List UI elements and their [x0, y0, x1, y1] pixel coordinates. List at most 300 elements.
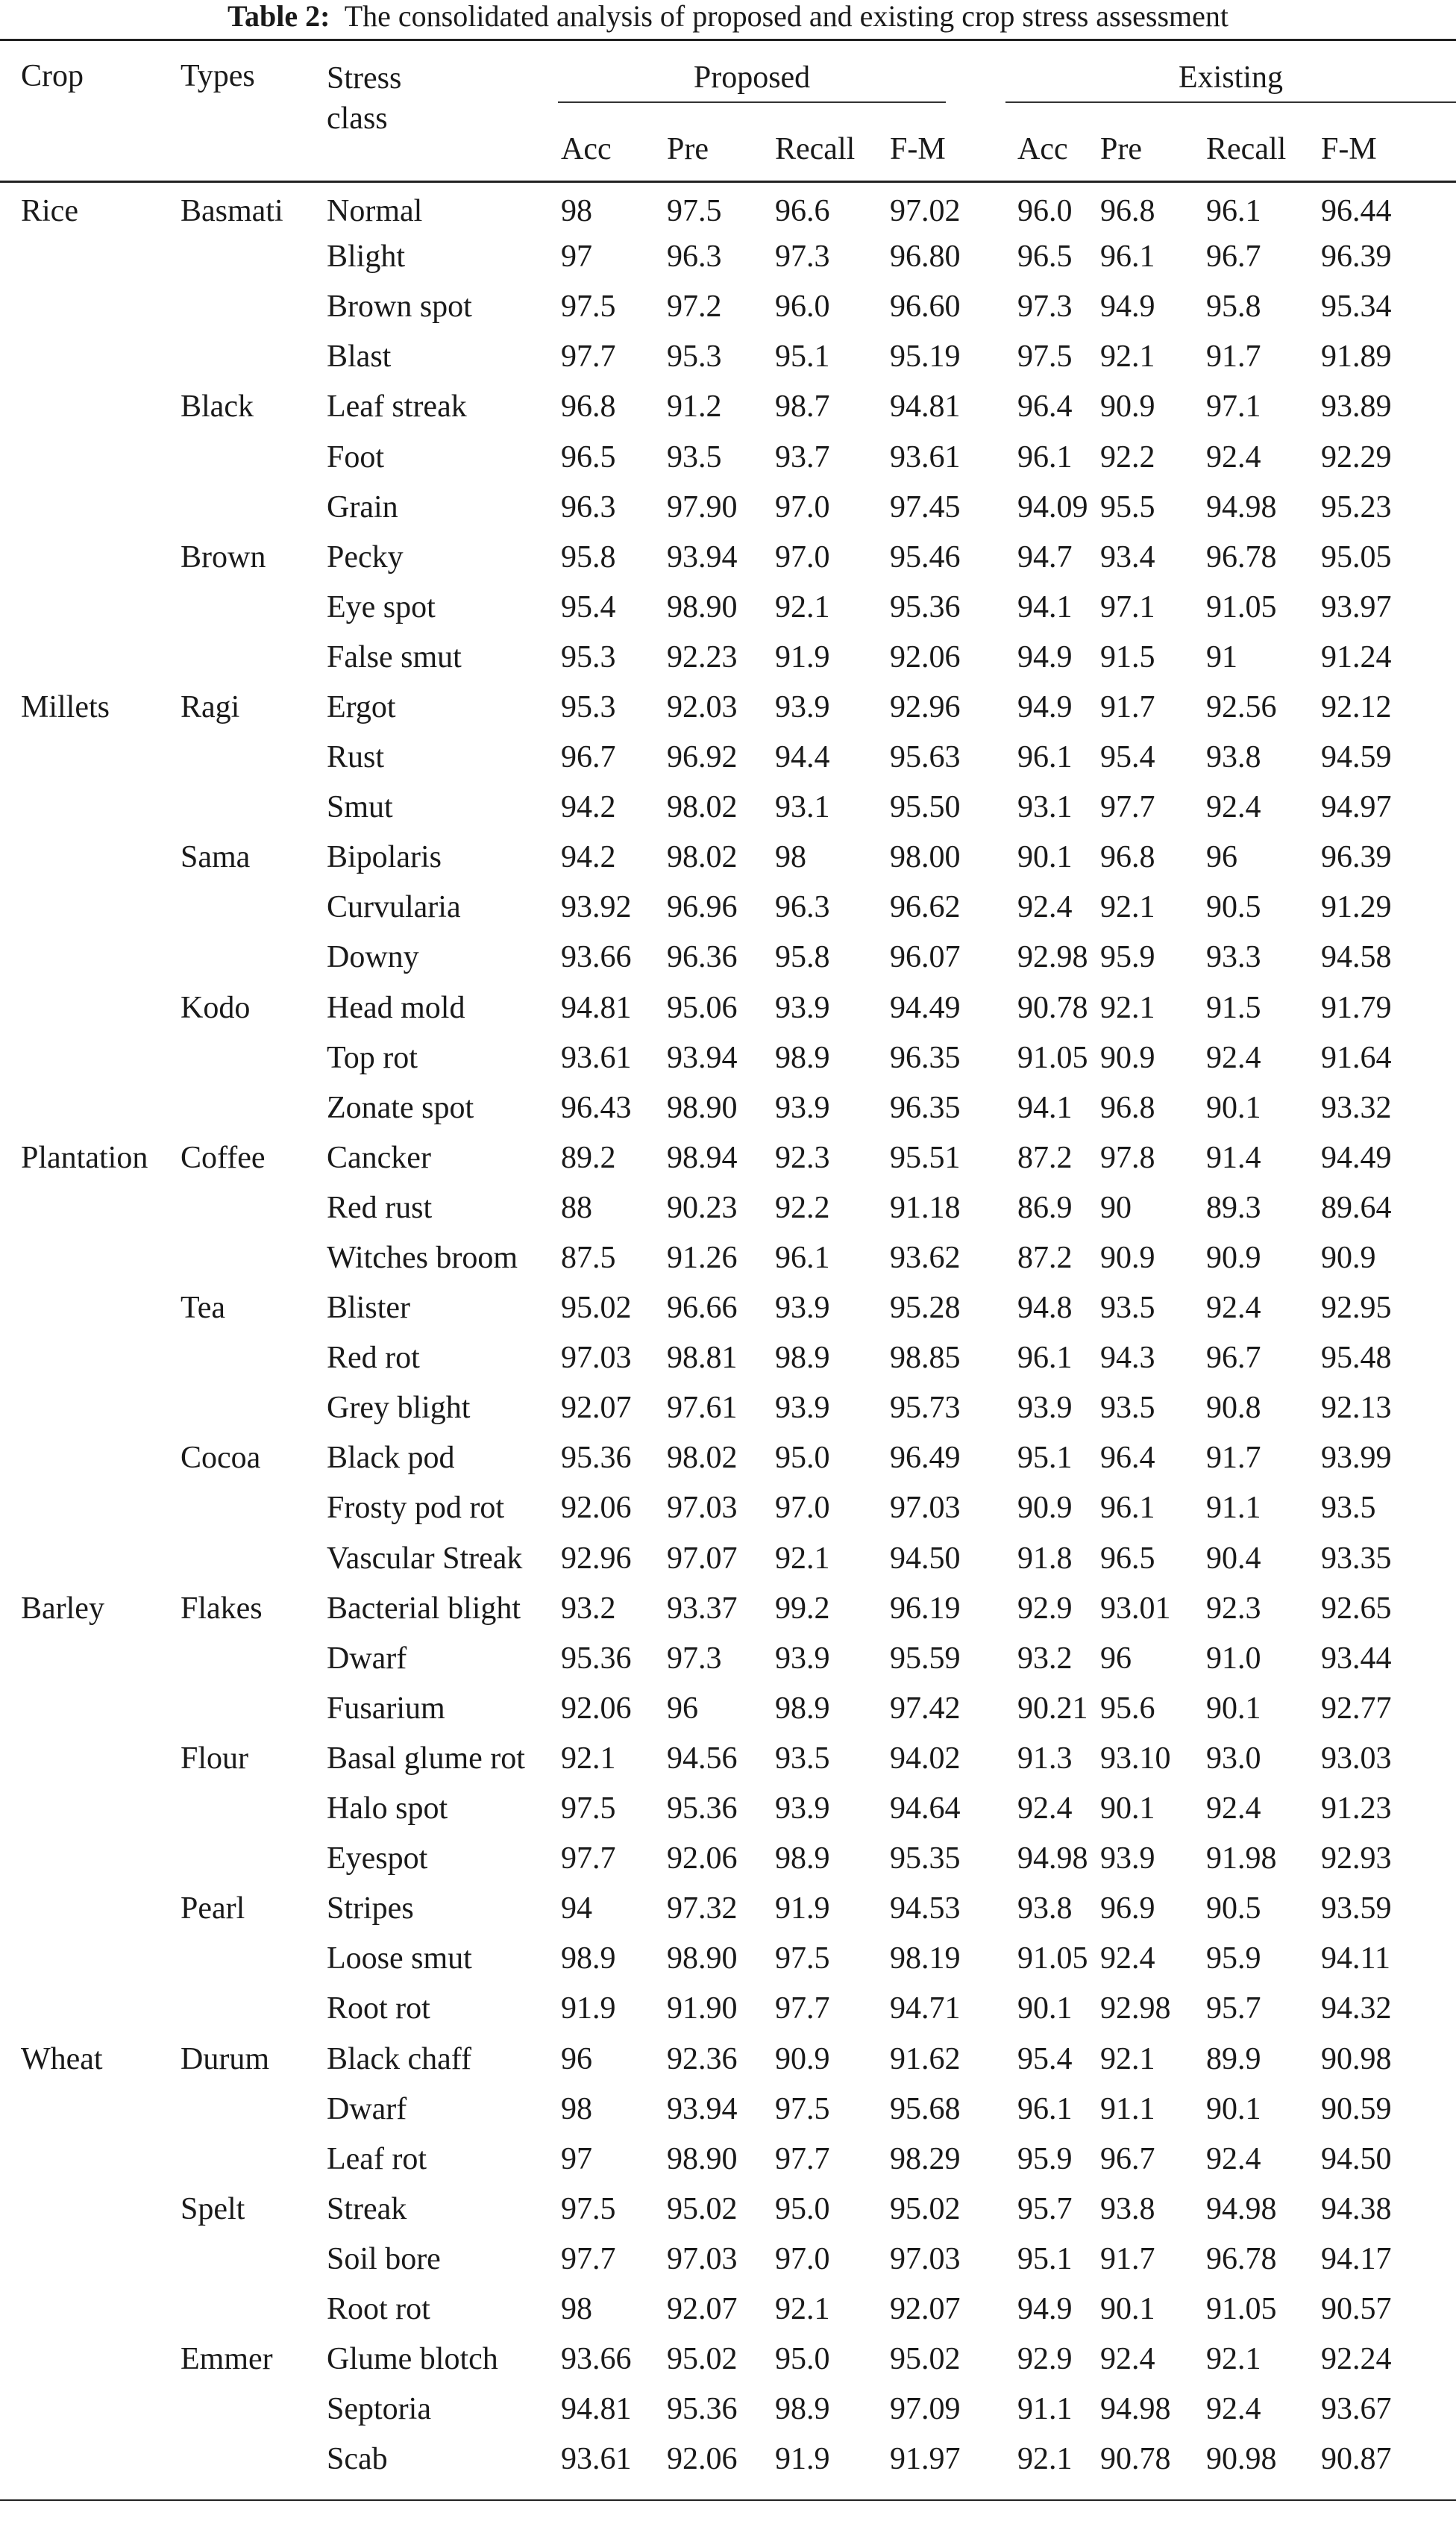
cell-value: 95.8	[1206, 289, 1261, 325]
cell-value: 93.9	[775, 990, 830, 1025]
cell-stress-class: Smut	[327, 790, 393, 825]
cell-value: 97.03	[890, 1491, 961, 1526]
cell-value: 97.5	[561, 2191, 616, 2226]
cell-crop: Millets	[21, 689, 110, 724]
cell-value: 97	[561, 2141, 592, 2176]
cell-type	[166, 1984, 306, 2034]
cell-value: 91.5	[1206, 990, 1261, 1025]
cell-stress-class: Downy	[327, 940, 419, 975]
table-row	[0, 1683, 1456, 1733]
cell-value: 94.58	[1321, 940, 1392, 975]
cell-value: 96.39	[1321, 840, 1392, 875]
cell-type	[166, 1934, 306, 1984]
cell-value: 92.1	[775, 589, 830, 624]
cell-value: 91.24	[1321, 639, 1392, 674]
cell-value: 92.4	[1100, 1941, 1155, 1976]
cell-value: 93.61	[890, 439, 961, 475]
cell-value: 97.3	[1017, 289, 1073, 325]
cell-value: 92.06	[561, 1691, 632, 1726]
cell-value: 92.93	[1321, 1841, 1392, 1876]
table-row	[0, 1383, 1456, 1433]
header-types: Types	[181, 59, 255, 93]
cell-value: 92.23	[667, 639, 738, 674]
cell-crop	[0, 282, 166, 332]
cell-value: 95.0	[775, 1441, 830, 1476]
cell-value: 93.01	[1100, 1591, 1171, 1626]
cell-value: 87.2	[1017, 1241, 1073, 1276]
header-existing-group	[991, 39, 1456, 118]
cell-value: 98.02	[667, 790, 738, 825]
cell-value: 91.7	[1100, 2241, 1155, 2276]
cell-value: 98.00	[890, 840, 961, 875]
header-proposed-group	[558, 39, 991, 118]
cell-value: 97.1	[1206, 389, 1261, 425]
cell-value: 93.89	[1321, 389, 1392, 425]
table-row	[0, 2384, 1456, 2434]
cell-value: 93.2	[561, 1591, 616, 1626]
cell-value: 97.09	[890, 2392, 961, 2427]
cell-value: 98.29	[890, 2141, 961, 2176]
table-row	[0, 682, 1456, 732]
cell-crop: Plantation	[21, 1140, 148, 1175]
cell-crop: Barley	[21, 1591, 104, 1626]
cell-value: 94.38	[1321, 2191, 1392, 2226]
cell-stress-class: Normal	[327, 193, 423, 228]
cell-value: 95.7	[1017, 2191, 1073, 2226]
cell-value: 96.78	[1206, 539, 1277, 574]
table-row	[0, 2084, 1456, 2134]
cell-stress-class: Dwarf	[327, 1641, 407, 1676]
cell-value: 94.2	[561, 840, 616, 875]
cell-value: 93.92	[561, 890, 632, 925]
cell-value: 92.1	[1100, 890, 1155, 925]
cell-value: 96.80	[890, 239, 961, 275]
cell-value: 92.06	[890, 639, 961, 674]
cell-value: 97.02	[890, 193, 961, 228]
cell-value: 96	[667, 1691, 698, 1726]
cell-stress-class: Glume blotch	[327, 2342, 498, 2377]
cell-value: 96.1	[1100, 1491, 1155, 1526]
cell-value: 95.3	[667, 339, 722, 375]
cell-value: 98.81	[667, 1341, 738, 1376]
cell-value: 90.8	[1206, 1391, 1261, 1426]
table-row	[0, 1533, 1456, 1583]
cell-value: 93.9	[1017, 1391, 1073, 1426]
cell-type	[166, 2284, 306, 2334]
table-row	[0, 1033, 1456, 1083]
cell-type	[166, 1533, 306, 1583]
cell-value: 95.9	[1206, 1941, 1261, 1976]
cell-value: 95.9	[1100, 940, 1155, 975]
cell-stress-class: Halo spot	[327, 1791, 448, 1826]
table-row	[0, 1483, 1456, 1533]
cell-value: 95.3	[561, 689, 616, 724]
cell-value: 91.9	[775, 639, 830, 674]
cell-crop	[0, 582, 166, 632]
table-row	[0, 582, 1456, 632]
cell-value: 97.03	[667, 2241, 738, 2276]
cell-value: 91.90	[667, 1991, 738, 2026]
cell-value: 95.02	[667, 2191, 738, 2226]
cell-value: 92.2	[1100, 439, 1155, 475]
cell-value: 97.03	[561, 1341, 632, 1376]
cell-crop	[0, 2084, 166, 2134]
cell-value: 96.1	[1017, 439, 1073, 475]
cell-crop	[0, 432, 166, 482]
cell-value: 96.6	[775, 193, 830, 228]
cell-stress-class: Root rot	[327, 2291, 430, 2326]
table-row	[0, 1784, 1456, 1834]
cell-type	[166, 582, 306, 632]
cell-value: 90.1	[1206, 1691, 1261, 1726]
cell-stress-class: Vascular Streak	[327, 1541, 523, 1576]
cell-value: 95.4	[1100, 740, 1155, 775]
cell-type	[166, 332, 306, 382]
cell-value: 96.8	[1100, 840, 1155, 875]
cell-value: 91.64	[1321, 1040, 1392, 1075]
cell-value: 98.9	[775, 1341, 830, 1376]
cell-stress-class: Eye spot	[327, 589, 436, 624]
cell-value: 98.85	[890, 1341, 961, 1376]
cell-value: 91.1	[1100, 2091, 1155, 2126]
cell-value: 90.4	[1206, 1541, 1261, 1576]
cell-value: 97.3	[667, 1641, 722, 1676]
cell-value: 97.32	[667, 1891, 738, 1926]
cell-value: 93.94	[667, 1040, 738, 1075]
cell-value: 91.05	[1206, 589, 1277, 624]
cell-value: 89.64	[1321, 1190, 1392, 1225]
cell-value: 93.5	[1100, 1291, 1155, 1326]
cell-crop	[0, 1183, 166, 1233]
cell-type	[166, 232, 306, 282]
cell-stress-class: Leaf rot	[327, 2141, 427, 2176]
cell-value: 98.19	[890, 1941, 961, 1976]
cell-value: 95.46	[890, 539, 961, 574]
cell-value: 94.1	[1017, 589, 1073, 624]
cell-value: 95.02	[561, 1291, 632, 1326]
cell-value: 97.61	[667, 1391, 738, 1426]
cell-value: 92.24	[1321, 2342, 1392, 2377]
cell-crop	[0, 833, 166, 883]
cell-value: 94.98	[1017, 1841, 1088, 1876]
cell-crop	[0, 1533, 166, 1583]
table-row	[0, 1433, 1456, 1483]
cell-type: Tea	[181, 1291, 226, 1326]
cell-value: 93.2	[1017, 1641, 1073, 1676]
cell-value: 97.8	[1100, 1140, 1155, 1175]
cell-stress-class: Top rot	[327, 1040, 418, 1075]
cell-crop	[0, 1333, 166, 1383]
cell-value: 90.1	[1206, 1090, 1261, 1125]
cell-value: 96.7	[1206, 239, 1261, 275]
cell-crop	[0, 1733, 166, 1783]
cell-value: 96.39	[1321, 239, 1392, 275]
cell-type	[166, 783, 306, 833]
cell-value: 95.23	[1321, 489, 1392, 524]
header-metric-acc-existing: Acc	[1017, 132, 1068, 166]
cell-value: 94.59	[1321, 740, 1392, 775]
cell-crop	[0, 733, 166, 783]
cell-value: 97.2	[667, 289, 722, 325]
cell-value: 96.0	[1017, 193, 1073, 228]
cell-value: 96.44	[1321, 193, 1392, 228]
cell-crop	[0, 632, 166, 682]
cell-value: 94.53	[890, 1891, 961, 1926]
cell-value: 92.1	[1206, 2342, 1261, 2377]
cell-stress-class: Blast	[327, 339, 392, 375]
cell-value: 93.61	[561, 1040, 632, 1075]
cell-value: 93.9	[775, 689, 830, 724]
table-body	[0, 182, 1456, 2484]
cell-value: 92.07	[890, 2291, 961, 2326]
cell-value: 90.9	[1100, 389, 1155, 425]
cell-value: 92.4	[1206, 1291, 1261, 1326]
cell-value: 94.4	[775, 740, 830, 775]
cell-value: 96.66	[667, 1291, 738, 1326]
cell-stress-class: Blister	[327, 1291, 410, 1326]
cell-value: 93.9	[775, 1090, 830, 1125]
header-metric-acc-proposed: Acc	[561, 132, 612, 166]
table-row	[0, 2034, 1456, 2084]
cell-stress-class: Brown spot	[327, 289, 472, 325]
table-row	[0, 1834, 1456, 1884]
cell-value: 93.7	[775, 439, 830, 475]
table-row	[0, 1733, 1456, 1783]
cell-value: 92.12	[1321, 689, 1392, 724]
table-row	[0, 833, 1456, 883]
cell-value: 92.06	[667, 2442, 738, 2477]
cell-type: Black	[181, 389, 254, 425]
cell-type	[166, 1033, 306, 1083]
cell-value: 97.1	[1100, 589, 1155, 624]
cell-value: 91.89	[1321, 339, 1392, 375]
cell-stress-class: Foot	[327, 439, 385, 475]
cell-type	[166, 2384, 306, 2434]
cell-stress-class: Loose smut	[327, 1941, 472, 1976]
cell-value: 93.35	[1321, 1541, 1392, 1576]
cell-value: 96.4	[1100, 1441, 1155, 1476]
cell-value: 97.5	[561, 1791, 616, 1826]
cell-value: 98	[561, 2091, 592, 2126]
cell-value: 93.8	[1206, 740, 1261, 775]
cell-crop	[0, 933, 166, 983]
cell-value: 94.98	[1206, 489, 1277, 524]
cell-value: 98.9	[775, 1691, 830, 1726]
cell-value: 93.9	[1100, 1841, 1155, 1876]
cell-type	[166, 482, 306, 532]
table-row	[0, 983, 1456, 1033]
cell-stress-class: Grey blight	[327, 1391, 471, 1426]
cell-value: 94.81	[890, 389, 961, 425]
cell-value: 95.48	[1321, 1341, 1392, 1376]
cell-value: 91.18	[890, 1190, 961, 1225]
cell-value: 96.62	[890, 890, 961, 925]
cell-stress-class: Streak	[327, 2191, 407, 2226]
cell-value: 90.87	[1321, 2442, 1392, 2477]
cell-type	[166, 1483, 306, 1533]
cell-value: 92.4	[1206, 2392, 1261, 2427]
cell-value: 92.96	[890, 689, 961, 724]
cell-crop	[0, 1483, 166, 1533]
cell-value: 96	[1100, 1641, 1132, 1676]
cell-value: 96.1	[1017, 740, 1073, 775]
cell-stress-class: Black pod	[327, 1441, 455, 1476]
cell-value: 98.02	[667, 840, 738, 875]
header-metric-recall-proposed: Recall	[775, 132, 856, 166]
cell-type	[166, 1383, 306, 1433]
cell-crop	[0, 1633, 166, 1683]
cell-value: 98.94	[667, 1140, 738, 1175]
cell-crop	[0, 482, 166, 532]
cell-value: 94.09	[1017, 489, 1088, 524]
cell-value: 93.3	[1206, 940, 1261, 975]
cell-value: 92.1	[1100, 339, 1155, 375]
cell-value: 94.97	[1321, 790, 1392, 825]
cell-value: 92.3	[1206, 1591, 1261, 1626]
cell-type: Flakes	[181, 1591, 263, 1626]
cell-value: 93.61	[561, 2442, 632, 2477]
cell-value: 93.66	[561, 940, 632, 975]
cell-value: 97.3	[775, 239, 830, 275]
cell-value: 97.0	[775, 2241, 830, 2276]
cell-value: 90.1	[1017, 840, 1073, 875]
cell-value: 93.62	[890, 1241, 961, 1276]
cell-value: 97.03	[667, 1491, 738, 1526]
cell-value: 91.23	[1321, 1791, 1392, 1826]
cell-value: 93.5	[775, 1741, 830, 1776]
cell-value: 92.4	[1017, 890, 1073, 925]
table-row	[0, 332, 1456, 382]
table-row	[0, 1233, 1456, 1283]
table-row	[0, 1984, 1456, 2034]
cell-value: 95.4	[1017, 2041, 1073, 2076]
cell-value: 87.2	[1017, 1140, 1073, 1175]
cell-type	[166, 2234, 306, 2284]
cell-type	[166, 2084, 306, 2134]
cell-value: 90.21	[1017, 1691, 1088, 1726]
table-row	[0, 1083, 1456, 1133]
cell-crop: Rice	[21, 193, 78, 228]
cell-type	[166, 632, 306, 682]
cell-type: Coffee	[181, 1140, 266, 1175]
cell-value: 97.7	[775, 2141, 830, 2176]
cell-value: 90.1	[1017, 1991, 1073, 2026]
cell-value: 86.9	[1017, 1190, 1073, 1225]
cell-value: 98.90	[667, 1090, 738, 1125]
cell-stress-class: Septoria	[327, 2392, 431, 2427]
cell-value: 91.5	[1100, 639, 1155, 674]
cell-value: 95.02	[667, 2342, 738, 2377]
cell-value: 91.79	[1321, 990, 1392, 1025]
cell-value: 88	[561, 1190, 592, 1225]
cell-crop	[0, 2284, 166, 2334]
cell-stress-class: Leaf streak	[327, 389, 467, 425]
cell-value: 97.0	[775, 489, 830, 524]
cell-value: 93.8	[1100, 2191, 1155, 2226]
table-row	[0, 2284, 1456, 2334]
table-row	[0, 482, 1456, 532]
cell-value: 92.2	[775, 1190, 830, 1225]
cell-value: 96.92	[667, 740, 738, 775]
cell-value: 92.07	[561, 1391, 632, 1426]
cell-value: 95.51	[890, 1140, 961, 1175]
cell-stress-class: Fusarium	[327, 1691, 445, 1726]
cell-value: 97.7	[561, 339, 616, 375]
cell-type: Pearl	[181, 1891, 245, 1926]
cell-value: 98	[775, 840, 806, 875]
cell-value: 94.98	[1206, 2191, 1277, 2226]
cell-crop	[0, 1383, 166, 1433]
cell-value: 96.43	[561, 1090, 632, 1125]
cell-type: Basmati	[181, 193, 283, 228]
cell-value: 97.42	[890, 1691, 961, 1726]
cell-value: 95.35	[890, 1841, 961, 1876]
cell-value: 91.7	[1100, 689, 1155, 724]
cell-value: 91.1	[1206, 1491, 1261, 1526]
cell-value: 95.1	[1017, 2241, 1073, 2276]
cell-value: 92.4	[1206, 790, 1261, 825]
cell-value: 90.9	[1100, 1040, 1155, 1075]
cell-stress-class: Rust	[327, 740, 385, 775]
cell-value: 94.50	[1321, 2141, 1392, 2176]
cell-value: 93.1	[775, 790, 830, 825]
cell-value: 96.78	[1206, 2241, 1277, 2276]
cell-value: 95.36	[890, 589, 961, 624]
cell-type	[166, 1083, 306, 1133]
cell-stress-class: Blight	[327, 239, 406, 275]
table-bottom-rule	[0, 2499, 1456, 2501]
cell-value: 96.8	[1100, 1090, 1155, 1125]
cell-value: 92.1	[1100, 2041, 1155, 2076]
cell-value: 97	[561, 239, 592, 275]
cell-value: 94.64	[890, 1791, 961, 1826]
cell-value: 98.90	[667, 589, 738, 624]
cell-value: 96.1	[1017, 1341, 1073, 1376]
header-stress-class	[306, 39, 558, 182]
cell-type	[166, 2434, 306, 2484]
cell-value: 95.50	[890, 790, 961, 825]
cell-stress-class: Scab	[327, 2442, 388, 2477]
cell-value: 97.5	[667, 193, 722, 228]
cell-value: 93.97	[1321, 589, 1392, 624]
cell-value: 90.23	[667, 1190, 738, 1225]
cell-value: 89.9	[1206, 2041, 1261, 2076]
cell-value: 90.59	[1321, 2091, 1392, 2126]
cell-value: 89.2	[561, 1140, 616, 1175]
cell-value: 93.5	[667, 439, 722, 475]
cell-value: 98.90	[667, 2141, 738, 2176]
cell-value: 97.90	[667, 489, 738, 524]
cell-value: 91.7	[1206, 339, 1261, 375]
cell-value: 97.7	[561, 2241, 616, 2276]
cell-value: 92.9	[1017, 1591, 1073, 1626]
cell-value: 91.26	[667, 1241, 738, 1276]
table-row	[0, 783, 1456, 833]
cell-value: 92.4	[1017, 1791, 1073, 1826]
cell-value: 94.81	[561, 990, 632, 1025]
cell-stress-class: Frosty pod rot	[327, 1491, 505, 1526]
cell-value: 92.03	[667, 689, 738, 724]
cell-crop	[0, 1984, 166, 2034]
cell-value: 95.06	[667, 990, 738, 1025]
cell-stress-class: Witches broom	[327, 1241, 518, 1276]
cell-value: 95.36	[561, 1641, 632, 1676]
cell-value: 91.29	[1321, 890, 1392, 925]
cell-value: 95.4	[561, 589, 616, 624]
cell-value: 94.50	[890, 1541, 961, 1576]
cell-stress-class: Red rust	[327, 1190, 433, 1225]
header-proposed: Proposed	[558, 60, 946, 103]
